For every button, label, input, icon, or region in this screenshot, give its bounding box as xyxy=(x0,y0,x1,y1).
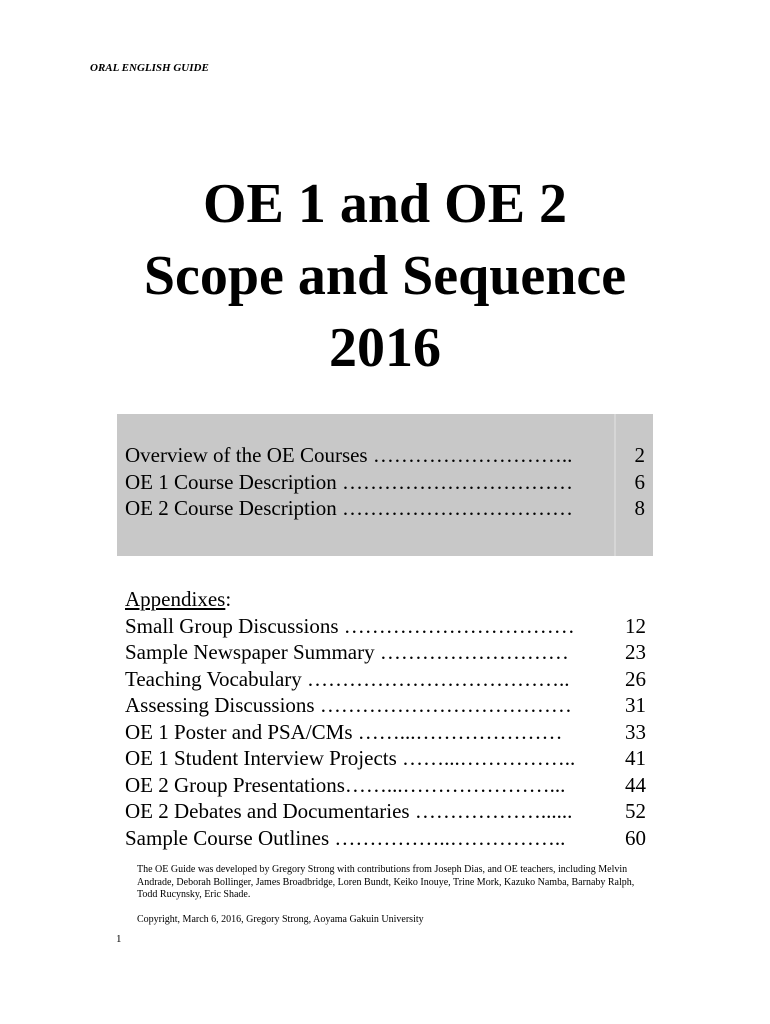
appendix-entry-page: 26 xyxy=(625,666,646,691)
title-line-3: 2016 xyxy=(329,317,441,379)
appendix-entry[interactable] xyxy=(125,666,646,693)
appendixes-heading xyxy=(125,586,646,613)
toc-entry-label: OE 1 Course Description …………………………… xyxy=(125,469,573,494)
appendix-entry[interactable] xyxy=(125,745,646,772)
document-title xyxy=(0,168,770,384)
appendix-entry-page: 33 xyxy=(625,719,646,744)
appendix-entry-label: Assessing Discussions ……………………………… xyxy=(125,693,572,717)
appendix-entry[interactable] xyxy=(125,825,646,852)
credits-footer xyxy=(137,864,647,926)
appendix-entry[interactable] xyxy=(125,692,646,719)
appendix-entry-page: 60 xyxy=(625,825,646,850)
running-header: ORAL ENGLISH GUIDE xyxy=(90,62,209,74)
appendix-entry-page: 41 xyxy=(625,746,646,770)
appendix-entry[interactable] xyxy=(125,719,646,746)
appendix-entry[interactable] xyxy=(125,772,646,799)
appendix-entry-page: 23 xyxy=(625,640,646,664)
appendix-entry-label: OE 2 Debates and Documentaries ………………...... xyxy=(125,799,573,823)
copyright-text: Copyright, March 6, 2016, Gregory Strong, Aoyama Gakuin University xyxy=(137,913,424,925)
toc-list xyxy=(125,442,645,522)
appendixes-heading-text: Appendixes xyxy=(125,587,226,611)
appendix-entry-label: Teaching Vocabulary ……………………………….. xyxy=(125,666,570,691)
toc-entry[interactable] xyxy=(125,442,645,469)
table-of-contents-box xyxy=(117,414,653,556)
page-number: 1 xyxy=(116,933,122,945)
appendixes-section xyxy=(125,586,646,851)
toc-entry[interactable] xyxy=(125,469,645,496)
title-line-1: OE 1 and OE 2 xyxy=(202,173,568,235)
toc-entry-label: OE 2 Course Description …………………………… xyxy=(125,496,573,520)
toc-entry-page: 6 xyxy=(634,469,645,494)
appendix-entry[interactable] xyxy=(125,613,646,640)
appendix-entry[interactable] xyxy=(125,639,646,666)
appendix-entry-label: OE 2 Group Presentations……...…………………... xyxy=(125,772,566,797)
appendix-entry-label: Sample Course Outlines ……………..…………….. xyxy=(125,825,566,850)
toc-entry-label: Overview of the OE Courses ……………………….. xyxy=(125,443,573,467)
toc-entry[interactable] xyxy=(125,495,645,522)
toc-entry-page: 8 xyxy=(634,496,645,520)
title-line-2: Scope and Sequence xyxy=(143,245,627,307)
appendix-entry-page: 12 xyxy=(625,613,646,638)
appendix-entry-label: Small Group Discussions …………………………… xyxy=(125,613,575,638)
appendix-entry[interactable] xyxy=(125,798,646,825)
appendix-entry-label: OE 1 Student Interview Projects ……...…………….. xyxy=(125,746,576,770)
toc-entry-page: 2 xyxy=(634,443,645,467)
appendix-entry-label: OE 1 Poster and PSA/CMs ……...………………… xyxy=(125,719,563,744)
appendixes-heading-colon: : xyxy=(225,587,232,611)
appendix-entry-page: 31 xyxy=(625,693,646,717)
appendix-entry-page: 44 xyxy=(625,772,646,797)
appendix-entry-label: Sample Newspaper Summary ……………………… xyxy=(125,640,569,664)
appendix-entry-page: 52 xyxy=(625,799,646,823)
credits-text: The OE Guide was developed by Gregory Strong with contributions from Joseph Dias, and OE teachers, including Melvin Andrade, Deborah Bollinger, James Broadbridge, Loren Bundt, Keiko Inouye, Trine Mork, Kazuko Namba, Barnaby Ralph, Todd Rucynsky, Eric Shade. xyxy=(137,864,635,900)
